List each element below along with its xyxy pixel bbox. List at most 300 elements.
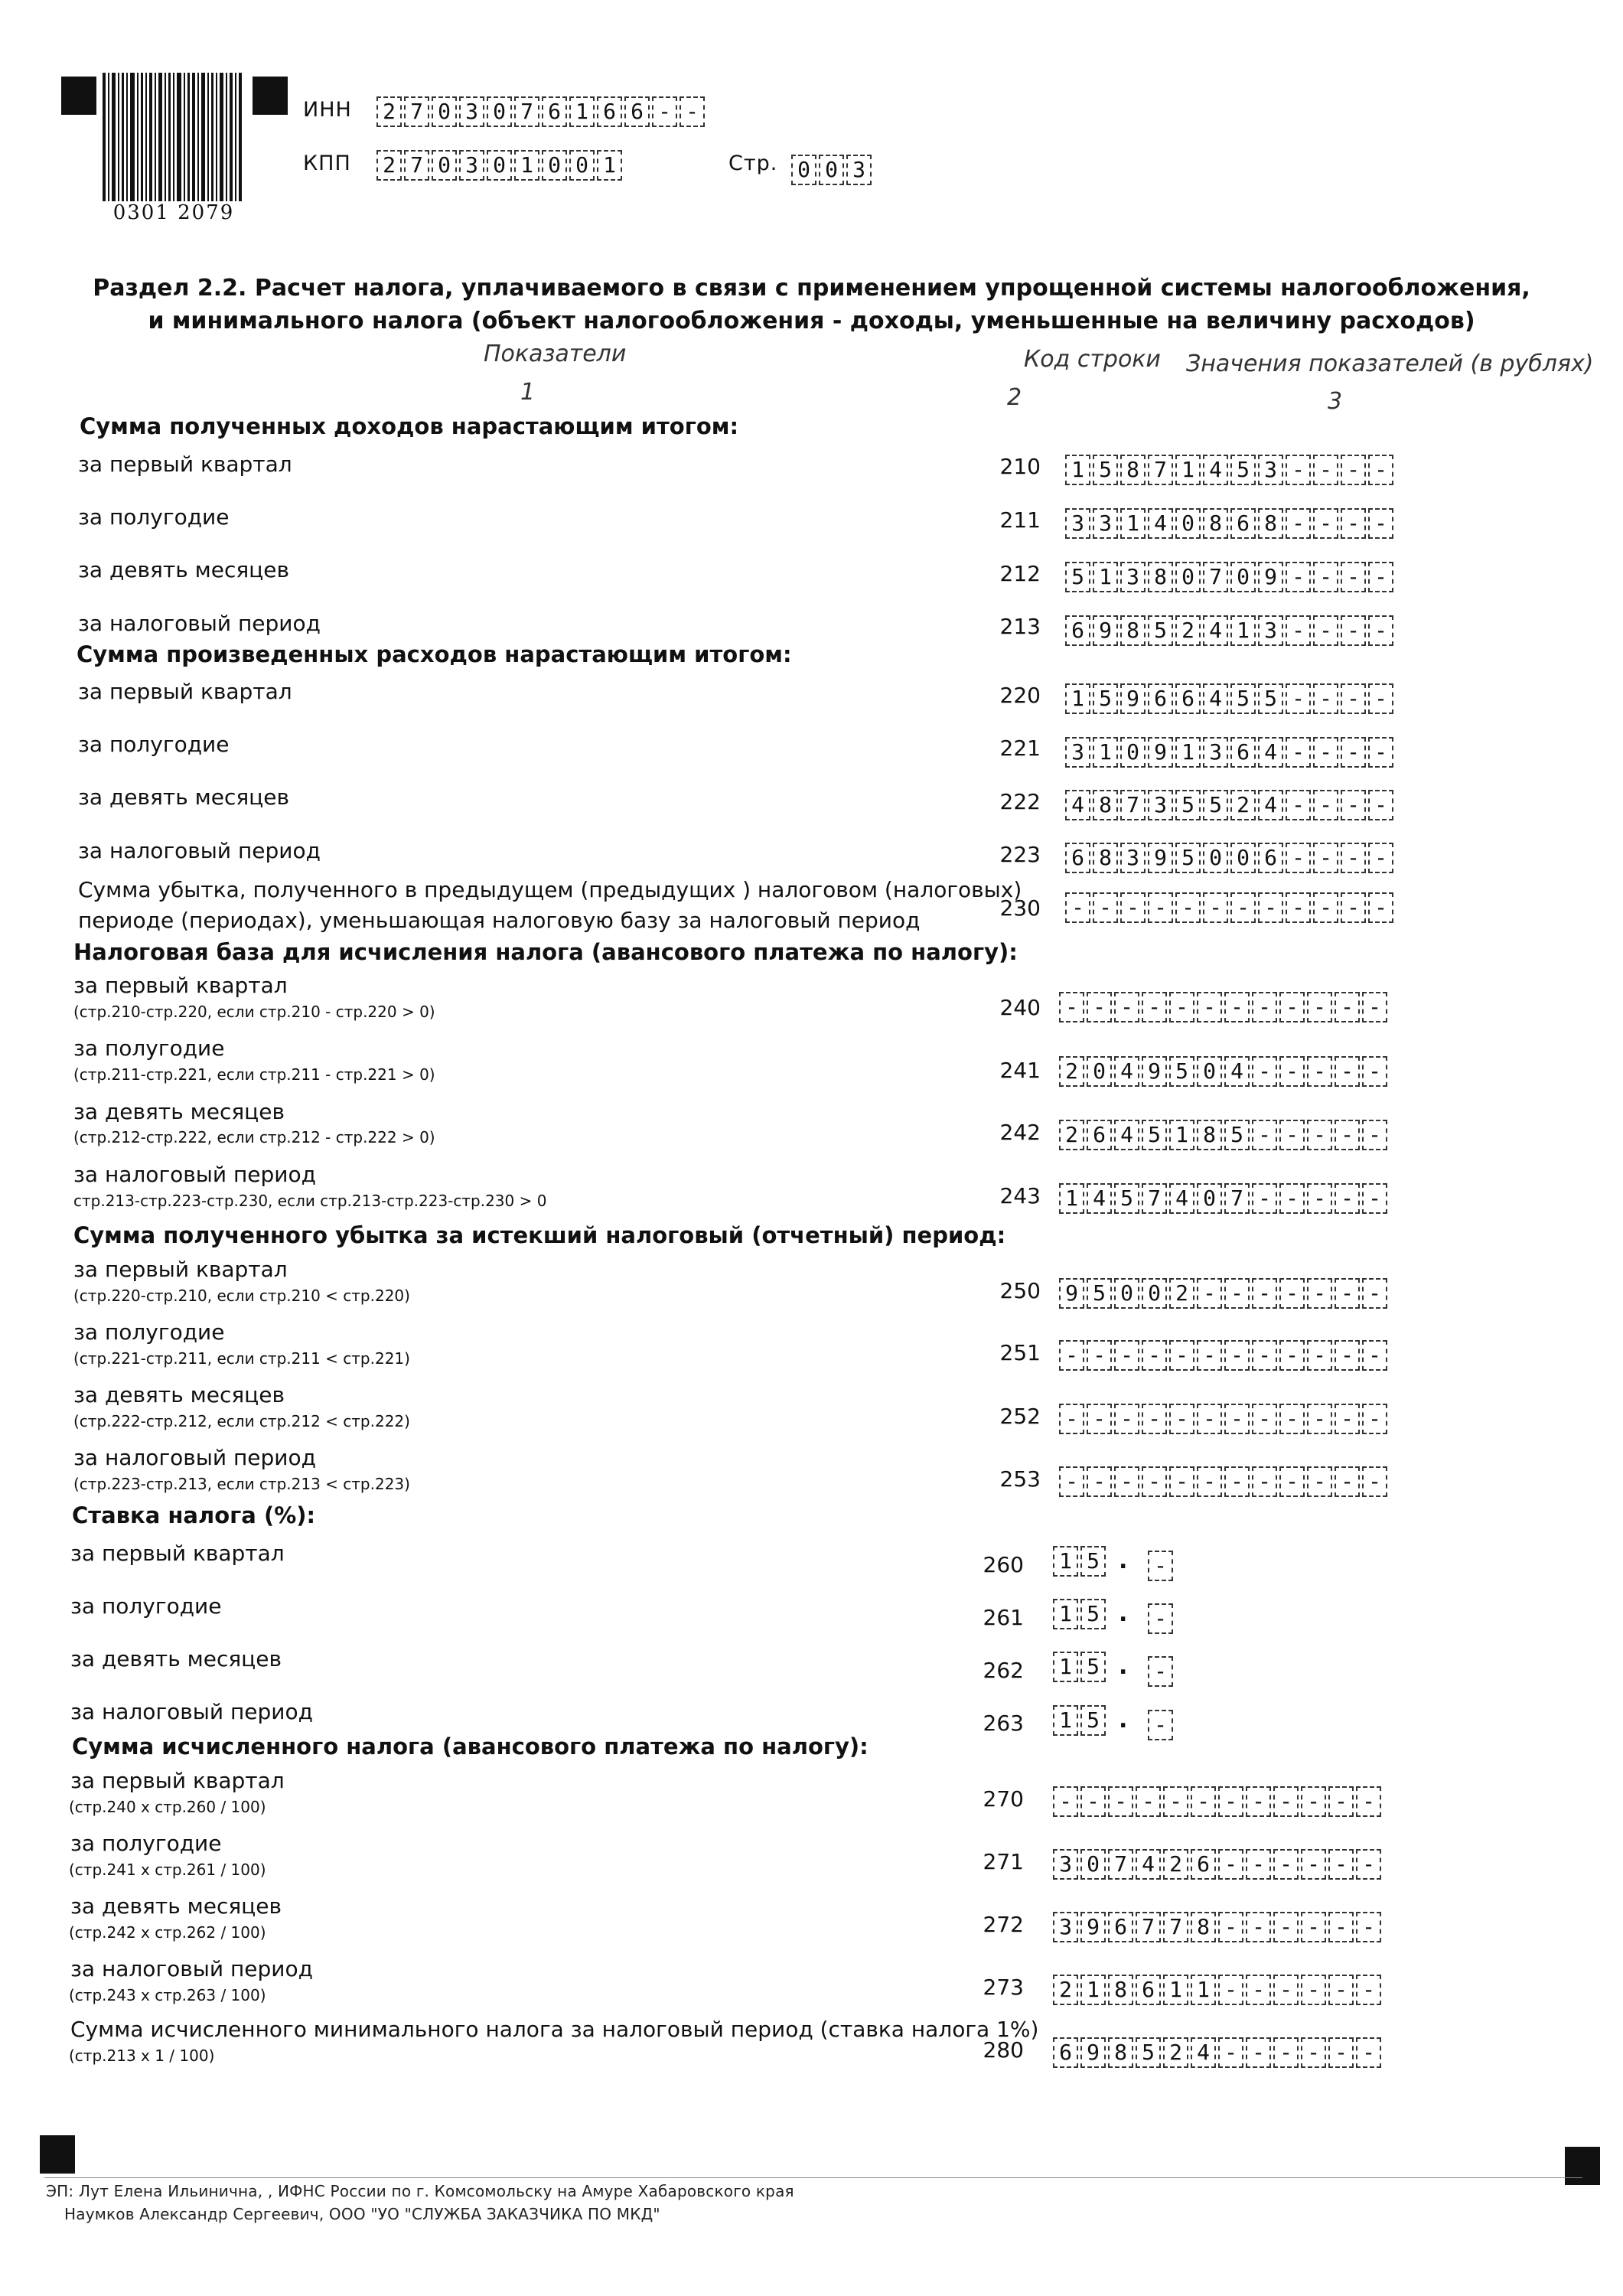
digit-cell[interactable]: - (1087, 1404, 1112, 1434)
digit-cell[interactable]: 9 (1148, 737, 1173, 768)
digit-cell[interactable]: - (1286, 615, 1311, 646)
digit-cell[interactable]: 7 (1136, 1912, 1161, 1942)
digit-cell[interactable]: - (1362, 1466, 1387, 1497)
digit-cell[interactable]: - (1335, 1183, 1360, 1214)
digit-cell[interactable]: - (1341, 683, 1366, 714)
digit-cell[interactable]: 6 (1087, 1120, 1112, 1150)
digit-cell[interactable]: - (1224, 1466, 1250, 1497)
digit-cell[interactable]: 3 (1120, 843, 1146, 873)
digit-cell[interactable]: - (1279, 992, 1305, 1022)
digit-cell[interactable]: - (1080, 1786, 1106, 1817)
digit-cell[interactable]: 1 (1053, 1652, 1078, 1682)
digit-cell[interactable]: - (1368, 508, 1393, 539)
digit-cell[interactable]: 6 (1258, 843, 1283, 873)
digit-cell[interactable]: - (1148, 1656, 1173, 1687)
digit-cell[interactable]: - (1307, 1278, 1332, 1309)
digit-cell[interactable]: 5 (1258, 683, 1283, 714)
digit-cell[interactable]: - (1142, 1466, 1167, 1497)
digit-cell[interactable]: 1 (514, 150, 539, 181)
digit-cell[interactable]: - (1328, 1849, 1354, 1880)
digit-cell[interactable]: 5 (1203, 790, 1228, 820)
digit-cell[interactable]: - (1286, 790, 1311, 820)
digit-cell[interactable]: - (1307, 1120, 1332, 1150)
digit-cell[interactable]: - (1328, 1786, 1354, 1817)
digit-cell[interactable]: - (1224, 992, 1250, 1022)
digit-cell[interactable]: - (1335, 1120, 1360, 1150)
digit-cell[interactable]: - (1307, 1340, 1332, 1371)
digit-cell[interactable]: 6 (624, 96, 650, 127)
digit-cell[interactable]: 0 (1114, 1278, 1139, 1309)
digit-cell[interactable]: 2 (1230, 790, 1256, 820)
digit-cell[interactable]: - (1286, 562, 1311, 592)
digit-cell[interactable]: - (1335, 1340, 1360, 1371)
digit-cell[interactable]: - (1341, 843, 1366, 873)
digit-cell[interactable]: - (1059, 1404, 1084, 1434)
digit-cell[interactable]: - (1362, 1278, 1387, 1309)
digit-cell[interactable]: - (1362, 1183, 1387, 1214)
digit-cell[interactable]: 1 (1059, 1183, 1084, 1214)
digit-cell[interactable]: - (1286, 843, 1311, 873)
digit-cell[interactable]: 3 (1053, 1849, 1078, 1880)
digit-cell[interactable]: 7 (514, 96, 539, 127)
digit-cell[interactable]: 2 (1163, 1849, 1188, 1880)
digit-cell[interactable]: 5 (1087, 1278, 1112, 1309)
digit-cell[interactable]: 7 (1120, 790, 1146, 820)
digit-cell[interactable]: 2 (1059, 1056, 1084, 1087)
digit-cell[interactable]: - (1142, 1404, 1167, 1434)
digit-cell[interactable]: - (1368, 892, 1393, 923)
digit-cell[interactable]: 7 (404, 150, 429, 181)
digit-cell[interactable]: - (1252, 1466, 1277, 1497)
digit-cell[interactable]: - (1120, 892, 1146, 923)
digit-cell[interactable]: 8 (1093, 843, 1118, 873)
digit-cell[interactable]: - (1313, 683, 1338, 714)
digit-cell[interactable]: - (680, 96, 705, 127)
digit-cell[interactable]: 0 (432, 96, 457, 127)
digit-cell[interactable]: - (1175, 892, 1201, 923)
digit-cell[interactable]: - (1224, 1404, 1250, 1434)
digit-cell[interactable]: - (1307, 1056, 1332, 1087)
digit-cell[interactable]: 0 (487, 150, 512, 181)
digit-cell[interactable]: 5 (1175, 843, 1201, 873)
digit-cell[interactable]: 1 (1080, 1975, 1106, 2005)
digit-cell[interactable]: - (1341, 892, 1366, 923)
digit-cell[interactable]: 7 (1203, 562, 1228, 592)
digit-cell[interactable]: - (1246, 1912, 1271, 1942)
digit-cell[interactable]: 0 (819, 155, 844, 185)
digit-cell[interactable]: 9 (1093, 615, 1118, 646)
digit-cell[interactable]: 5 (1080, 1546, 1106, 1577)
digit-cell[interactable]: - (1279, 1183, 1305, 1214)
digit-cell[interactable]: 4 (1258, 737, 1283, 768)
digit-cell[interactable]: 4 (1224, 1056, 1250, 1087)
digit-cell[interactable]: 5 (1080, 1599, 1106, 1629)
digit-cell[interactable]: - (1368, 737, 1393, 768)
digit-cell[interactable]: 1 (1169, 1120, 1194, 1150)
digit-cell[interactable]: 3 (1258, 455, 1283, 485)
digit-cell[interactable]: - (1328, 2037, 1354, 2068)
digit-cell[interactable]: 7 (1224, 1183, 1250, 1214)
digit-cell[interactable]: - (1273, 2037, 1299, 2068)
digit-cell[interactable]: 5 (1169, 1056, 1194, 1087)
digit-cell[interactable]: 0 (432, 150, 457, 181)
digit-cell[interactable]: 0 (1230, 843, 1256, 873)
digit-cell[interactable]: - (1286, 455, 1311, 485)
digit-cell[interactable]: 0 (569, 150, 595, 181)
digit-cell[interactable]: 1 (1053, 1546, 1078, 1577)
digit-cell[interactable]: - (1286, 737, 1311, 768)
digit-cell[interactable]: - (1246, 1975, 1271, 2005)
digit-cell[interactable]: - (1335, 1278, 1360, 1309)
digit-cell[interactable]: 4 (1203, 455, 1228, 485)
digit-cell[interactable]: 6 (1191, 1849, 1216, 1880)
digit-cell[interactable]: - (1313, 562, 1338, 592)
digit-cell[interactable]: 3 (846, 155, 872, 185)
digit-cell[interactable]: - (1356, 1786, 1381, 1817)
digit-cell[interactable]: 3 (1065, 737, 1090, 768)
digit-cell[interactable]: - (1301, 2037, 1326, 2068)
digit-cell[interactable]: 9 (1080, 2037, 1106, 2068)
digit-cell[interactable]: 5 (1136, 2037, 1161, 2068)
digit-cell[interactable]: 3 (459, 150, 484, 181)
digit-cell[interactable]: 0 (1197, 1183, 1222, 1214)
digit-cell[interactable]: 1 (1230, 615, 1256, 646)
digit-cell[interactable]: 7 (1148, 455, 1173, 485)
digit-cell[interactable]: 4 (1191, 2037, 1216, 2068)
digit-cell[interactable]: 6 (1175, 683, 1201, 714)
digit-cell[interactable]: 9 (1142, 1056, 1167, 1087)
digit-cell[interactable]: - (1301, 1975, 1326, 2005)
digit-cell[interactable]: 1 (1065, 455, 1090, 485)
digit-cell[interactable]: 2 (1163, 2037, 1188, 2068)
digit-cell[interactable]: - (1252, 1183, 1277, 1214)
digit-cell[interactable]: - (1368, 843, 1393, 873)
digit-cell[interactable]: - (652, 96, 677, 127)
digit-cell[interactable]: - (1114, 992, 1139, 1022)
digit-cell[interactable]: - (1301, 1786, 1326, 1817)
digit-cell[interactable]: 8 (1108, 2037, 1133, 2068)
digit-cell[interactable]: 0 (1080, 1849, 1106, 1880)
digit-cell[interactable]: - (1328, 1912, 1354, 1942)
digit-cell[interactable]: 3 (1203, 737, 1228, 768)
digit-cell[interactable]: 6 (1108, 1912, 1133, 1942)
digit-cell[interactable]: 8 (1120, 615, 1146, 646)
digit-cell[interactable]: 2 (1175, 615, 1201, 646)
digit-cell[interactable]: - (1197, 1278, 1222, 1309)
digit-cell[interactable]: - (1286, 508, 1311, 539)
digit-cell[interactable]: 6 (542, 96, 567, 127)
digit-cell[interactable]: 6 (597, 96, 622, 127)
digit-cell[interactable]: 6 (1230, 737, 1256, 768)
digit-cell[interactable]: 9 (1258, 562, 1283, 592)
digit-cell[interactable]: - (1286, 892, 1311, 923)
digit-cell[interactable]: 1 (569, 96, 595, 127)
digit-cell[interactable]: - (1273, 1786, 1299, 1817)
digit-cell[interactable]: 0 (791, 155, 816, 185)
digit-cell[interactable]: - (1328, 1975, 1354, 2005)
digit-cell[interactable]: - (1273, 1975, 1299, 2005)
digit-cell[interactable]: - (1224, 1278, 1250, 1309)
digit-cell[interactable]: - (1246, 1849, 1271, 1880)
digit-cell[interactable]: - (1148, 1551, 1173, 1581)
digit-cell[interactable]: - (1341, 615, 1366, 646)
digit-cell[interactable]: - (1279, 1466, 1305, 1497)
digit-cell[interactable]: 2 (1169, 1278, 1194, 1309)
digit-cell[interactable]: 0 (1197, 1056, 1222, 1087)
digit-cell[interactable]: 7 (1142, 1183, 1167, 1214)
digit-cell[interactable]: - (1335, 1466, 1360, 1497)
digit-cell[interactable]: - (1313, 508, 1338, 539)
digit-cell[interactable]: - (1087, 992, 1112, 1022)
digit-cell[interactable]: 5 (1093, 683, 1118, 714)
digit-cell[interactable]: - (1307, 992, 1332, 1022)
digit-cell[interactable]: - (1307, 1404, 1332, 1434)
digit-cell[interactable]: - (1356, 1975, 1381, 2005)
digit-cell[interactable]: - (1169, 1340, 1194, 1371)
digit-cell[interactable]: 3 (1258, 615, 1283, 646)
digit-cell[interactable]: - (1252, 1278, 1277, 1309)
digit-cell[interactable]: 1 (1191, 1975, 1216, 2005)
digit-cell[interactable]: 3 (1148, 790, 1173, 820)
digit-cell[interactable]: - (1341, 790, 1366, 820)
digit-cell[interactable]: 0 (1087, 1056, 1112, 1087)
digit-cell[interactable]: 8 (1093, 790, 1118, 820)
digit-cell[interactable]: - (1114, 1466, 1139, 1497)
digit-cell[interactable]: - (1114, 1404, 1139, 1434)
digit-cell[interactable]: - (1273, 1849, 1299, 1880)
digit-cell[interactable]: 1 (597, 150, 622, 181)
digit-cell[interactable]: - (1114, 1340, 1139, 1371)
digit-cell[interactable]: 3 (1120, 562, 1146, 592)
digit-cell[interactable]: - (1362, 1056, 1387, 1087)
digit-cell[interactable]: 1 (1053, 1705, 1078, 1736)
digit-cell[interactable]: 6 (1230, 508, 1256, 539)
digit-cell[interactable]: 0 (1175, 508, 1201, 539)
digit-cell[interactable]: - (1356, 1912, 1381, 1942)
digit-cell[interactable]: 8 (1203, 508, 1228, 539)
digit-cell[interactable]: - (1087, 1466, 1112, 1497)
digit-cell[interactable]: 6 (1148, 683, 1173, 714)
digit-cell[interactable]: 6 (1065, 843, 1090, 873)
digit-cell[interactable]: - (1273, 1912, 1299, 1942)
digit-cell[interactable]: - (1197, 1466, 1222, 1497)
digit-cell[interactable]: 5 (1065, 562, 1090, 592)
digit-cell[interactable]: - (1341, 737, 1366, 768)
digit-cell[interactable]: 0 (487, 96, 512, 127)
digit-cell[interactable]: 4 (1114, 1056, 1139, 1087)
digit-cell[interactable]: - (1279, 1056, 1305, 1087)
digit-cell[interactable]: - (1252, 992, 1277, 1022)
digit-cell[interactable]: 3 (459, 96, 484, 127)
digit-cell[interactable]: 1 (1163, 1975, 1188, 2005)
digit-cell[interactable]: 3 (1093, 508, 1118, 539)
digit-cell[interactable]: - (1368, 683, 1393, 714)
digit-cell[interactable]: 8 (1148, 562, 1173, 592)
digit-cell[interactable]: 0 (542, 150, 567, 181)
digit-cell[interactable]: 4 (1203, 615, 1228, 646)
digit-cell[interactable]: - (1230, 892, 1256, 923)
digit-cell[interactable]: - (1341, 562, 1366, 592)
digit-cell[interactable]: - (1362, 1404, 1387, 1434)
digit-cell[interactable]: 9 (1080, 1912, 1106, 1942)
digit-cell[interactable]: 6 (1065, 615, 1090, 646)
digit-cell[interactable]: 6 (1053, 2037, 1078, 2068)
digit-cell[interactable]: - (1356, 1849, 1381, 1880)
digit-cell[interactable]: - (1169, 1404, 1194, 1434)
digit-cell[interactable]: 8 (1120, 455, 1146, 485)
digit-cell[interactable]: 1 (1093, 737, 1118, 768)
digit-cell[interactable]: - (1362, 992, 1387, 1022)
digit-cell[interactable]: - (1252, 1340, 1277, 1371)
digit-cell[interactable]: - (1136, 1786, 1161, 1817)
digit-cell[interactable]: 2 (1053, 1975, 1078, 2005)
digit-cell[interactable]: - (1307, 1183, 1332, 1214)
digit-cell[interactable]: 1 (1093, 562, 1118, 592)
digit-cell[interactable]: - (1197, 992, 1222, 1022)
digit-cell[interactable]: - (1362, 1340, 1387, 1371)
digit-cell[interactable]: 4 (1148, 508, 1173, 539)
digit-cell[interactable]: - (1148, 892, 1173, 923)
digit-cell[interactable]: 8 (1191, 1912, 1216, 1942)
digit-cell[interactable]: 5 (1142, 1120, 1167, 1150)
digit-cell[interactable]: - (1313, 737, 1338, 768)
digit-cell[interactable]: - (1053, 1786, 1078, 1817)
digit-cell[interactable]: 8 (1108, 1975, 1133, 2005)
digit-cell[interactable]: 2 (376, 150, 402, 181)
digit-cell[interactable]: - (1148, 1710, 1173, 1740)
digit-cell[interactable]: - (1335, 1056, 1360, 1087)
digit-cell[interactable]: - (1218, 1849, 1243, 1880)
digit-cell[interactable]: 5 (1093, 455, 1118, 485)
digit-cell[interactable]: - (1197, 1340, 1222, 1371)
digit-cell[interactable]: - (1203, 892, 1228, 923)
digit-cell[interactable]: 4 (1169, 1183, 1194, 1214)
digit-cell[interactable]: 1 (1175, 737, 1201, 768)
digit-cell[interactable]: - (1218, 1912, 1243, 1942)
digit-cell[interactable]: - (1279, 1278, 1305, 1309)
digit-cell[interactable]: - (1301, 1912, 1326, 1942)
digit-cell[interactable]: - (1362, 1120, 1387, 1150)
digit-cell[interactable]: - (1059, 992, 1084, 1022)
digit-cell[interactable]: 1 (1120, 508, 1146, 539)
digit-cell[interactable]: - (1169, 992, 1194, 1022)
digit-cell[interactable]: 5 (1114, 1183, 1139, 1214)
digit-cell[interactable]: - (1163, 1786, 1188, 1817)
digit-cell[interactable]: 5 (1224, 1120, 1250, 1150)
digit-cell[interactable]: 4 (1114, 1120, 1139, 1150)
digit-cell[interactable]: 4 (1065, 790, 1090, 820)
digit-cell[interactable]: - (1279, 1340, 1305, 1371)
digit-cell[interactable]: 5 (1175, 790, 1201, 820)
digit-cell[interactable]: 8 (1197, 1120, 1222, 1150)
digit-cell[interactable]: 7 (1108, 1849, 1133, 1880)
digit-cell[interactable]: 2 (376, 96, 402, 127)
digit-cell[interactable]: 3 (1065, 508, 1090, 539)
digit-cell[interactable]: 5 (1080, 1652, 1106, 1682)
digit-cell[interactable]: - (1087, 1340, 1112, 1371)
digit-cell[interactable]: 7 (1163, 1912, 1188, 1942)
digit-cell[interactable]: - (1218, 1786, 1243, 1817)
digit-cell[interactable]: - (1313, 615, 1338, 646)
digit-cell[interactable]: - (1059, 1466, 1084, 1497)
digit-cell[interactable]: - (1301, 1849, 1326, 1880)
digit-cell[interactable]: - (1252, 1056, 1277, 1087)
digit-cell[interactable]: 9 (1148, 843, 1173, 873)
digit-cell[interactable]: - (1093, 892, 1118, 923)
digit-cell[interactable]: - (1335, 992, 1360, 1022)
digit-cell[interactable]: 0 (1175, 562, 1201, 592)
digit-cell[interactable]: - (1065, 892, 1090, 923)
digit-cell[interactable]: - (1279, 1120, 1305, 1150)
digit-cell[interactable]: - (1169, 1466, 1194, 1497)
digit-cell[interactable]: 9 (1059, 1278, 1084, 1309)
digit-cell[interactable]: - (1368, 562, 1393, 592)
digit-cell[interactable]: - (1148, 1603, 1173, 1634)
digit-cell[interactable]: - (1191, 1786, 1216, 1817)
digit-cell[interactable]: 8 (1258, 508, 1283, 539)
digit-cell[interactable]: 1 (1053, 1599, 1078, 1629)
digit-cell[interactable]: - (1341, 508, 1366, 539)
digit-cell[interactable]: 0 (1142, 1278, 1167, 1309)
digit-cell[interactable]: 5 (1148, 615, 1173, 646)
digit-cell[interactable]: - (1313, 790, 1338, 820)
digit-cell[interactable]: - (1258, 892, 1283, 923)
digit-cell[interactable]: - (1368, 790, 1393, 820)
digit-cell[interactable]: - (1142, 992, 1167, 1022)
digit-cell[interactable]: 4 (1203, 683, 1228, 714)
digit-cell[interactable]: - (1313, 892, 1338, 923)
digit-cell[interactable]: - (1341, 455, 1366, 485)
digit-cell[interactable]: - (1246, 1786, 1271, 1817)
digit-cell[interactable]: 9 (1120, 683, 1146, 714)
digit-cell[interactable]: - (1252, 1120, 1277, 1150)
digit-cell[interactable]: 7 (404, 96, 429, 127)
digit-cell[interactable]: 1 (1065, 683, 1090, 714)
digit-cell[interactable]: - (1279, 1404, 1305, 1434)
digit-cell[interactable]: - (1313, 455, 1338, 485)
digit-cell[interactable]: - (1218, 1975, 1243, 2005)
digit-cell[interactable]: - (1313, 843, 1338, 873)
digit-cell[interactable]: 4 (1087, 1183, 1112, 1214)
digit-cell[interactable]: - (1142, 1340, 1167, 1371)
digit-cell[interactable]: - (1059, 1340, 1084, 1371)
digit-cell[interactable]: 5 (1230, 683, 1256, 714)
digit-cell[interactable]: 5 (1230, 455, 1256, 485)
digit-cell[interactable]: - (1218, 2037, 1243, 2068)
digit-cell[interactable]: 4 (1136, 1849, 1161, 1880)
digit-cell[interactable]: 1 (1175, 455, 1201, 485)
digit-cell[interactable]: - (1307, 1466, 1332, 1497)
digit-cell[interactable]: - (1197, 1404, 1222, 1434)
digit-cell[interactable]: 0 (1203, 843, 1228, 873)
digit-cell[interactable]: 3 (1053, 1912, 1078, 1942)
digit-cell[interactable]: - (1252, 1404, 1277, 1434)
digit-cell[interactable]: - (1368, 615, 1393, 646)
digit-cell[interactable]: - (1335, 1404, 1360, 1434)
digit-cell[interactable]: - (1286, 683, 1311, 714)
digit-cell[interactable]: - (1246, 2037, 1271, 2068)
digit-cell[interactable]: 4 (1258, 790, 1283, 820)
digit-cell[interactable]: - (1224, 1340, 1250, 1371)
digit-cell[interactable]: 2 (1059, 1120, 1084, 1150)
digit-cell[interactable]: - (1356, 2037, 1381, 2068)
digit-cell[interactable]: - (1368, 455, 1393, 485)
digit-cell[interactable]: 0 (1230, 562, 1256, 592)
digit-cell[interactable]: - (1108, 1786, 1133, 1817)
digit-cell[interactable]: 0 (1120, 737, 1146, 768)
digit-cell[interactable]: 6 (1136, 1975, 1161, 2005)
digit-cell[interactable]: 5 (1080, 1705, 1106, 1736)
